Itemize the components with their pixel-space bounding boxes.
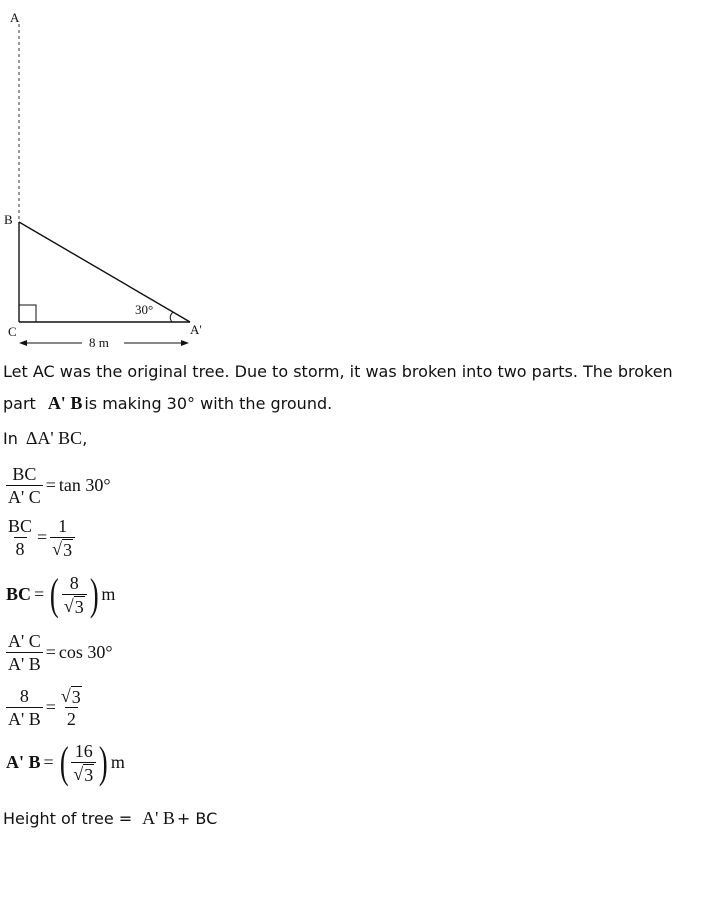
sqrt-symbol: √ 3 xyxy=(52,539,73,560)
equals-sign: = xyxy=(34,584,45,604)
sqrt-symbol: √ 3 xyxy=(63,596,84,617)
denominator: 8 xyxy=(15,539,25,559)
fraction-AC-over-AB xyxy=(6,630,43,675)
rhs-tan30: tan 30° xyxy=(58,475,111,495)
equation-6 xyxy=(6,737,125,787)
intro-line-1: Let AC was the original tree. Due to storm, it was broken into two parts. The broken xyxy=(3,362,673,381)
equation-3 xyxy=(6,569,116,619)
intro-AB-symbol: A' B xyxy=(47,393,83,413)
height-of-tree-line xyxy=(3,808,217,829)
numerator xyxy=(59,685,84,707)
denominator xyxy=(50,537,75,560)
unit-m: m xyxy=(110,752,125,772)
rhs-cos30: cos 30° xyxy=(58,642,113,662)
left-paren: ( xyxy=(50,569,59,619)
in-triangle-line xyxy=(3,428,87,449)
fraction-1-over-root3 xyxy=(50,515,75,560)
sqrt-symbol: √ 3 xyxy=(60,686,81,707)
numerator: BC xyxy=(8,516,33,536)
denominator xyxy=(62,594,87,617)
equals-sign: = xyxy=(45,475,56,495)
label-angle-30: 30° xyxy=(135,302,154,317)
label-A: A xyxy=(10,10,20,25)
angle-arc xyxy=(170,312,173,322)
triangle-symbol: ΔA' BC xyxy=(25,428,83,448)
denominator: 2 xyxy=(66,709,76,729)
numerator: 16 xyxy=(74,741,93,761)
right-paren: ) xyxy=(99,737,108,787)
height-AB-symbol: A' B xyxy=(142,808,175,828)
fraction-BC-over-8 xyxy=(6,515,34,560)
left-paren: ( xyxy=(59,737,69,787)
intro-line-2 xyxy=(3,393,332,414)
fraction-root3-over-2 xyxy=(59,685,84,730)
equation-1 xyxy=(6,463,111,508)
numerator: 8 xyxy=(19,686,29,706)
height-suffix: + BC xyxy=(176,809,218,828)
equals-sign: = xyxy=(43,752,54,772)
numerator: BC xyxy=(12,464,37,484)
fraction-16-over-root3 xyxy=(71,740,96,785)
denominator: A' B xyxy=(8,709,41,729)
equals-sign: = xyxy=(45,697,56,717)
triangle-diagram xyxy=(0,0,230,355)
equals-sign: = xyxy=(45,642,56,662)
denominator xyxy=(71,762,96,785)
fraction-8-over-root3 xyxy=(62,572,87,617)
right-angle-mark xyxy=(19,305,36,322)
numerator: 1 xyxy=(58,516,68,536)
in-prefix: In xyxy=(3,429,18,448)
numerator: 8 xyxy=(69,573,79,593)
lhs-BC: BC xyxy=(6,584,32,604)
in-suffix: , xyxy=(82,429,88,448)
denominator: A' C xyxy=(8,487,41,507)
unit-m: m xyxy=(101,584,116,604)
equation-4 xyxy=(6,630,113,675)
sqrt-symbol: √ 3 xyxy=(73,764,94,785)
intro-rest-text: is making 30° with the ground. xyxy=(84,394,333,413)
intro-part-word: part xyxy=(3,394,36,413)
height-prefix: Height of tree = xyxy=(3,809,133,828)
lhs-AB: A' B xyxy=(6,752,41,772)
dimension-arrow-right xyxy=(181,340,189,346)
fraction-8-over-AB xyxy=(6,685,43,730)
numerator: A' C xyxy=(8,631,41,651)
dimension-arrow-left xyxy=(19,340,27,346)
label-A-prime: A' xyxy=(190,322,202,337)
label-B: B xyxy=(4,212,13,227)
denominator: A' B xyxy=(8,654,41,674)
equation-5 xyxy=(6,685,84,730)
label-C: C xyxy=(8,324,17,339)
right-paren: ) xyxy=(89,569,99,619)
label-base-length: 8 m xyxy=(89,335,109,350)
equals-sign: = xyxy=(37,527,48,547)
fraction-BC-over-AC xyxy=(6,463,43,508)
equation-2 xyxy=(6,515,75,560)
side-BA-prime xyxy=(19,222,190,322)
